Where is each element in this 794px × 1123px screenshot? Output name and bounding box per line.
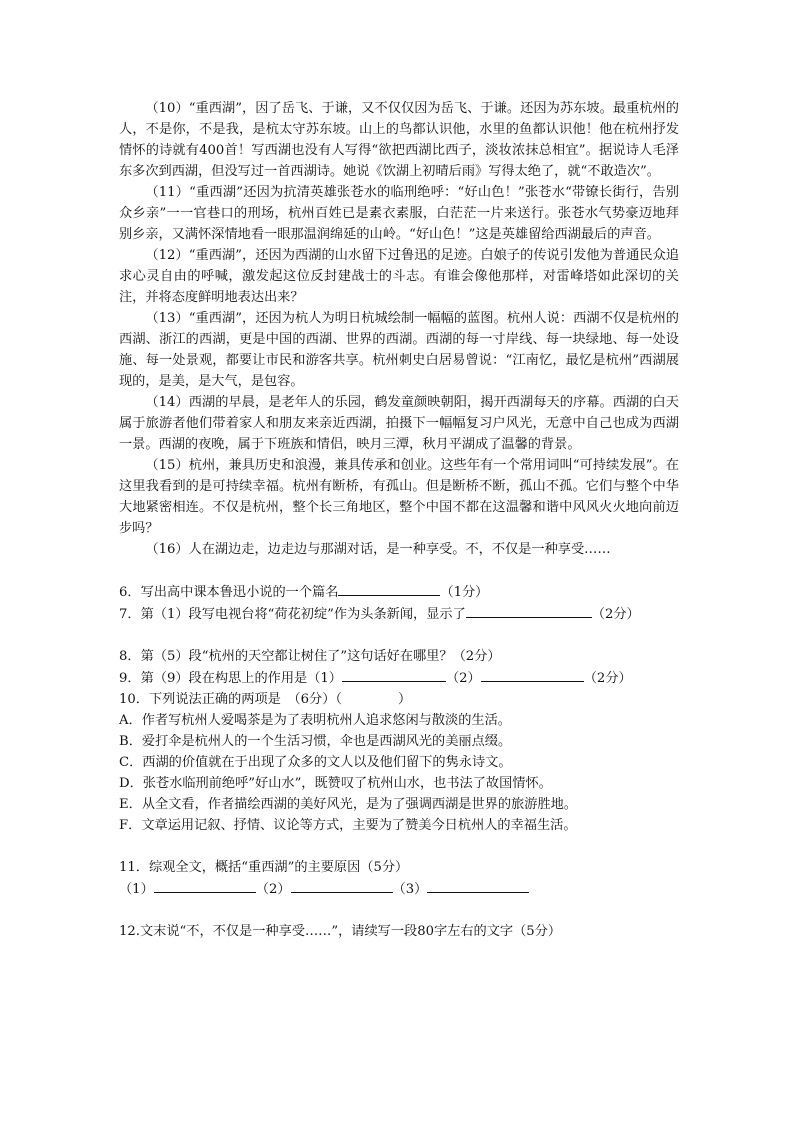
document-page bbox=[119, 98, 679, 942]
paragraph-16: （16）人在湖边走，边走边与那湖对话，是一种享受。不，不仅是一种享受…… bbox=[145, 542, 611, 557]
option-d: D．张苍水临刑前绝呼”好山水”，既赞叹了杭州山水，也书法了故国情怀。 bbox=[119, 776, 552, 791]
blank-label-3: （3） bbox=[392, 882, 428, 897]
question-10-close: ） bbox=[397, 692, 412, 707]
answer-blank-7[interactable] bbox=[466, 603, 592, 618]
spacer bbox=[119, 900, 679, 921]
paragraph-14: （14）西湖的早晨，是老年人的乐园，鹤发童颜映朝阳，揭开西湖每天的序幕。西湖的白天属于旅游者他们带着家人和朋友来亲近西湖，拍摄下一幅幅复习户风光，无意中自己也成为西湖一景。西湖的夜晚，属于下班族和情侣，映月三潭，秋月平湖成了温馨的背景。 bbox=[119, 395, 679, 452]
answer-blank-9-1[interactable] bbox=[342, 667, 446, 682]
question-6-text: 6．写出高中课本鲁迅小说的一个篇名 bbox=[119, 585, 339, 600]
option-f: F．文章运用记叙、抒情、议论等方式，主要为了赞美今日杭州人的幸福生活。 bbox=[119, 818, 577, 833]
question-7 bbox=[119, 603, 679, 625]
blank-label-1: （1） bbox=[119, 882, 154, 897]
question-9-text: 9．第（9）段在构思上的作用是（1） bbox=[119, 671, 342, 686]
paragraph-12: （12）“重西湖”，还因为西湖的山水留下过鲁迅的足迹。白娘子的传说引发他为普通民众追求心灵自由的呼喊，激发起这位反封建战士的斗志。有谁会像他那样，对雷峰塔如此深切的关注，并将态度鲜明地表达出来？ bbox=[119, 248, 679, 305]
question-7-text: 7．第（1）段写电视台将“荷花初绽”作为头条新闻，显示了 bbox=[119, 607, 466, 622]
question-8: 8．第（5）段“杭州的天空都让树住了”这句话好在哪里？（2分） bbox=[119, 649, 501, 664]
question-10-text: 10．下列说法正确的两项是 （6分）（ bbox=[119, 692, 342, 707]
question-6 bbox=[119, 581, 679, 603]
question-7-score: （2分） bbox=[591, 607, 640, 622]
option-b: B．爱打伞是杭州人的一个生活习惯，伞也是西湖风光的美丽点缀。 bbox=[119, 734, 512, 749]
spacer bbox=[119, 836, 679, 857]
question-11-blanks bbox=[119, 878, 679, 900]
question-9-score: （2分） bbox=[583, 671, 632, 686]
paragraph-10: （10）“重西湖”，因了岳飞、于谦，又不仅仅因为岳飞、于谦。还因为苏东坡。最重杭州的人，不是你，不是我，是杭太守苏东坡。山上的鸟都认识他，水里的鱼都认识他！他在杭州抒发情怀的诗就有400首！写西湖也没有人写得“欲把西湖比西子，淡妆浓抹总相宜”。据说诗人毛泽东多次到西湖，但没写过一首西湖诗。她说《饮湖上初晴后雨》写得太绝了，就“不敢造次”。 bbox=[119, 101, 679, 179]
option-a: A．作者写杭州人爱喝茶是为了表明杭州人追求悠闲与散淡的生活。 bbox=[119, 713, 511, 728]
paragraph-13: （13）“重西湖”，还因为杭人为明日杭城绘制一幅幅的蓝图。杭州人说：西湖不仅是杭州的西湖、浙江的西湖，更是中国的西湖、世界的西湖。西湖的每一寸岸线、每一块绿地、每一处设施、每一处景观，都要让市民和游客共享。杭州刺史白居易曾说：“江南忆，最忆是杭州”西湖展现的，是美，是大气，是包容。 bbox=[119, 311, 679, 389]
option-c: C．西湖的价值就在于出现了众多的文人以及他们留下的隽永诗文。 bbox=[119, 755, 512, 770]
answer-blank-9-2[interactable] bbox=[481, 667, 584, 682]
spacer bbox=[119, 625, 679, 646]
answer-blank-11-3[interactable] bbox=[427, 878, 529, 893]
option-e: E．从全文看，作者描绘西湖的美好风光，是为了强调西湖是世界的旅游胜地。 bbox=[119, 797, 577, 812]
spacer bbox=[119, 560, 679, 581]
question-9 bbox=[119, 667, 679, 689]
answer-blank-11-1[interactable] bbox=[154, 878, 256, 893]
question-6-score: （1分） bbox=[440, 585, 489, 600]
answer-blank-11-2[interactable] bbox=[291, 878, 393, 893]
question-11: 11．综观全文，概括“重西湖”的主要原因（5分） bbox=[119, 860, 409, 875]
answer-blank-6[interactable] bbox=[338, 581, 440, 596]
question-10 bbox=[119, 689, 679, 710]
paragraph-15: （15）杭州，兼具历史和浪漫，兼具传承和创业。这些年有一个常用词叫“可持续发展”。在这里我看到的是可持续幸福。杭州有断桥，有孤山。但是断桥不断，孤山不孤。它们与整个中华大地紧密相连。不仅是杭州，整个长三角地区，整个中国不都在这温馨和谐中风风火火地向前迈步吗？ bbox=[119, 458, 679, 536]
question-12: 12.文末说“不，不仅是一种享受……”，请续写一段80字左右的文字（5分） bbox=[119, 924, 562, 939]
paragraph-11: （11）“重西湖”还因为抗清英雄张苍水的临刑绝呼：“好山色！”张苍水“带镣长街行，告别众乡亲”一一官巷口的刑场，杭州百姓已是素衣素服，白茫茫一片来送行。张苍水气势豪迈地拜别乡亲，又满怀深情地看一眼那温润绵延的山岭。“好山色！”这是英雄留给西湖最后的声音。 bbox=[119, 185, 679, 242]
question-9-mid: （2） bbox=[445, 671, 481, 686]
blank-label-2: （2） bbox=[255, 882, 291, 897]
